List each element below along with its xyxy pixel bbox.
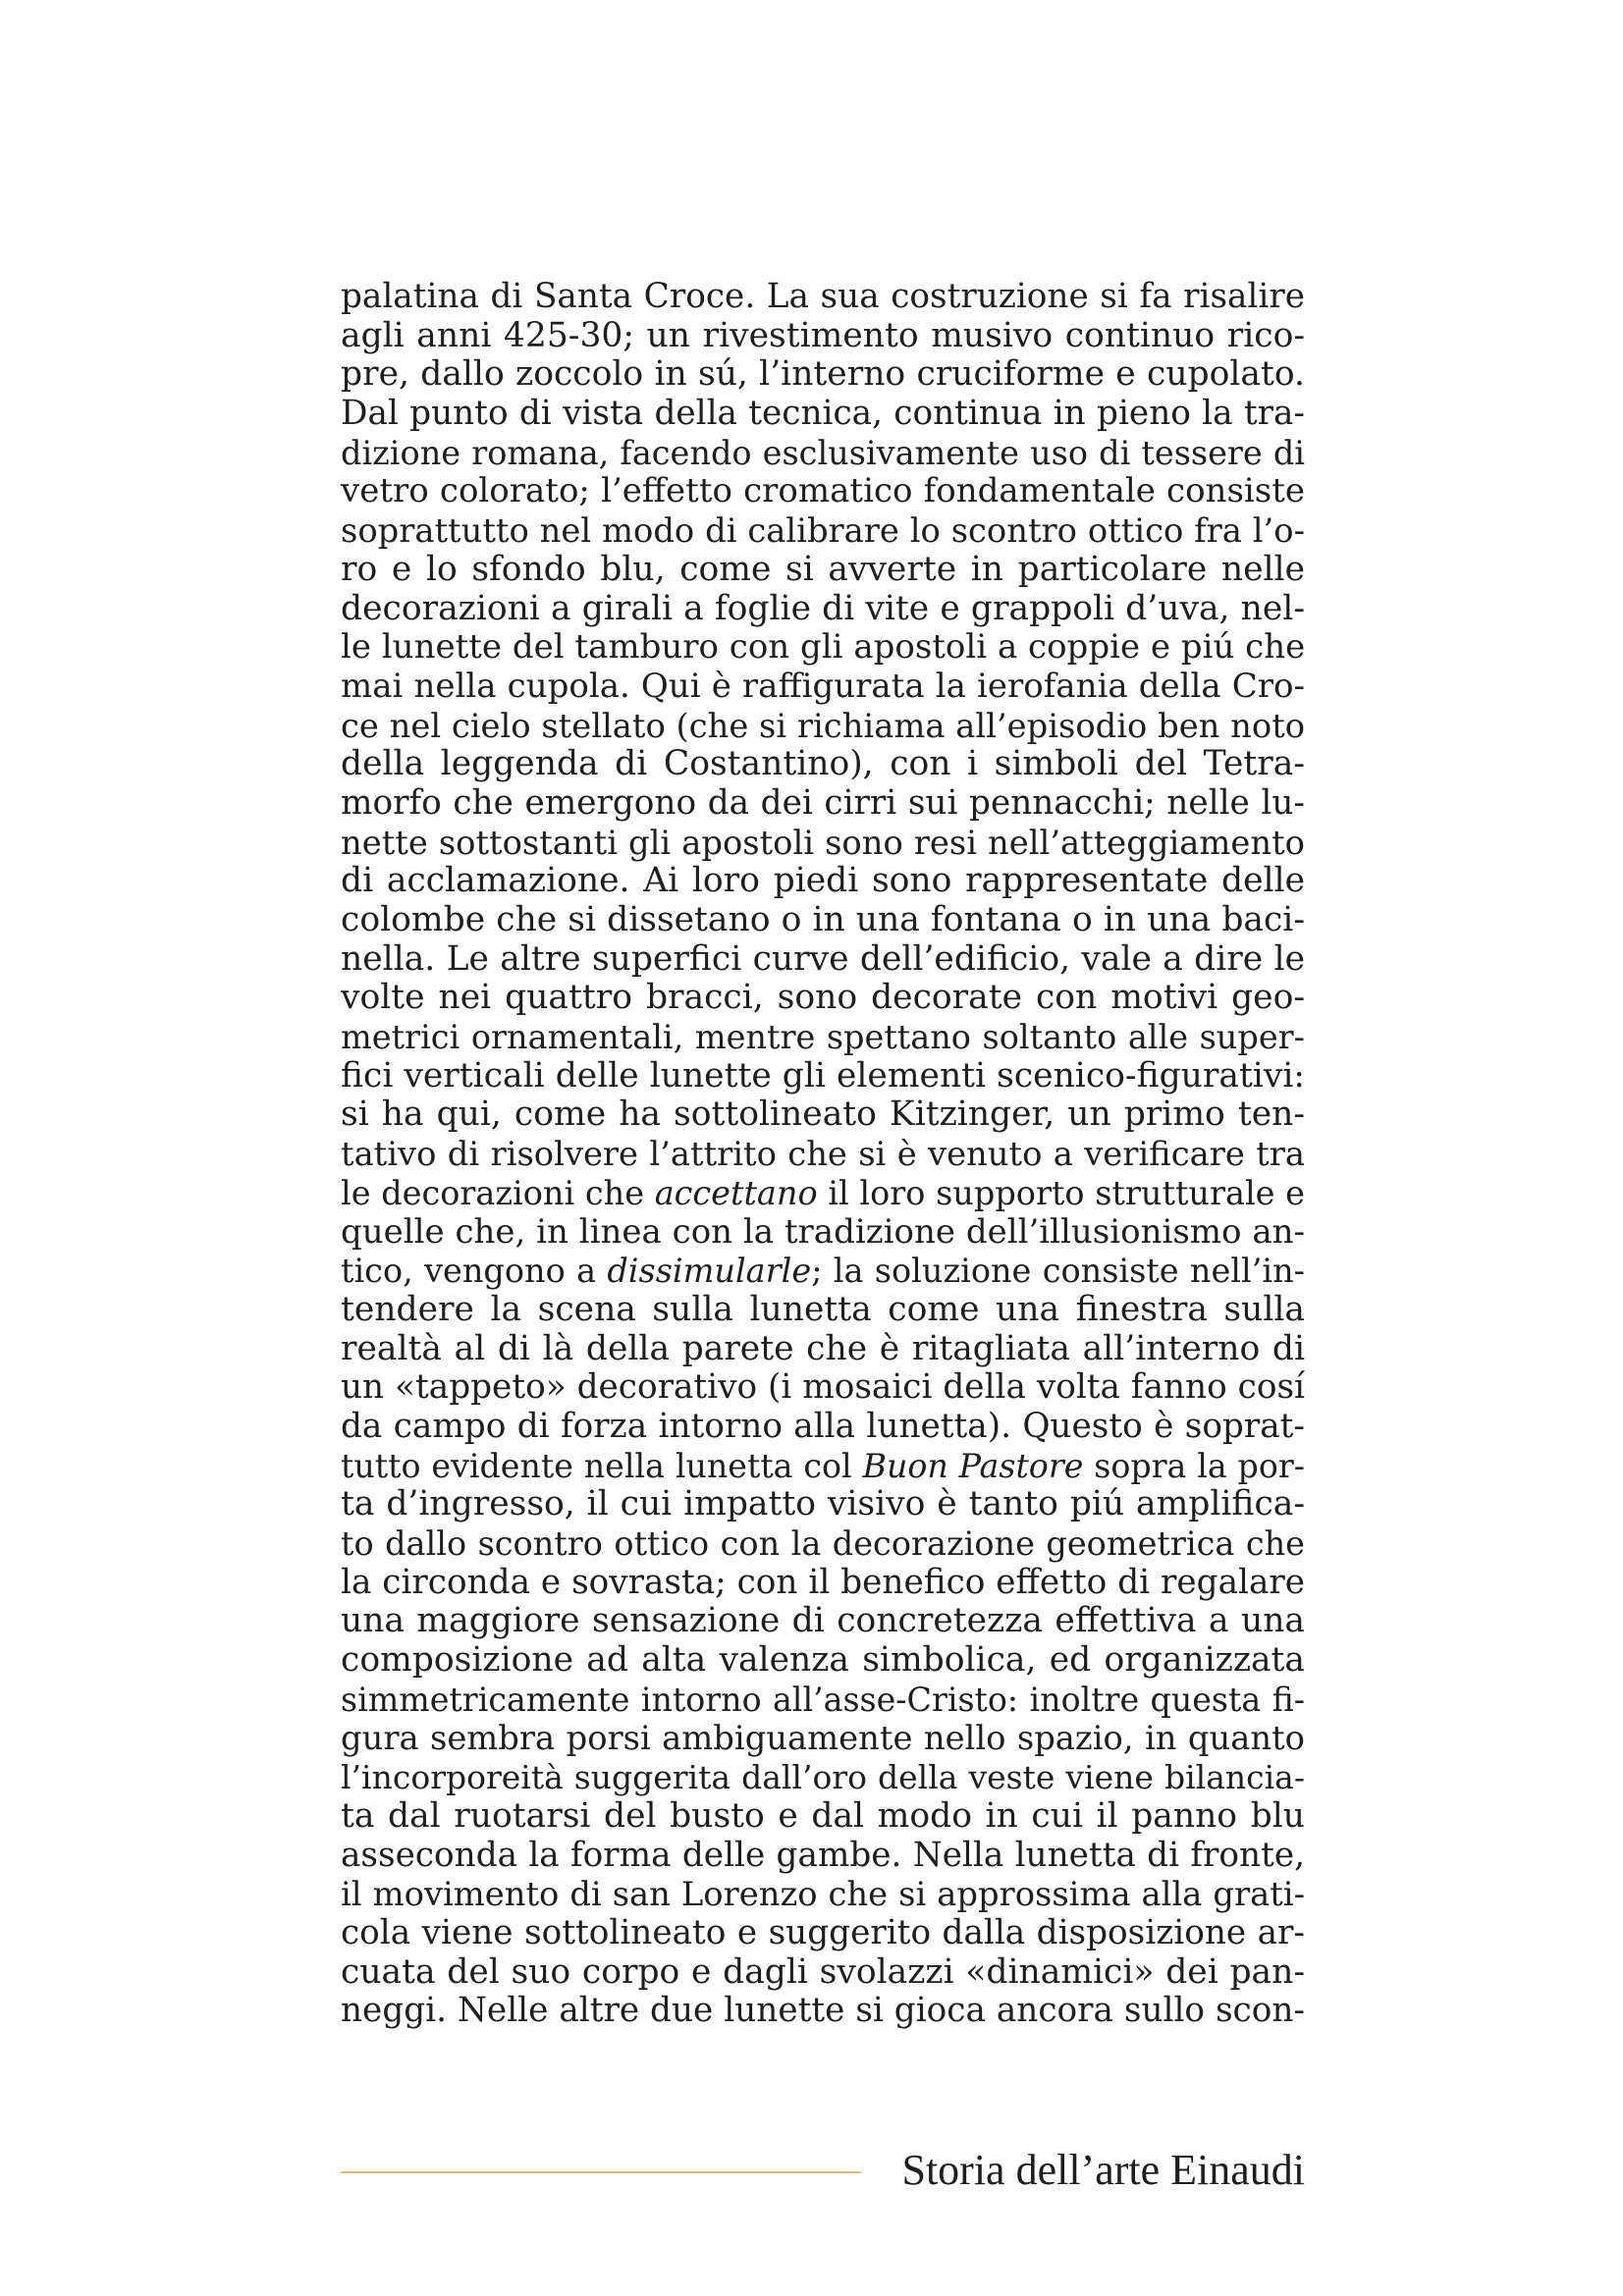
text-run: asseconda la forma delle gambe. Nella lunetta di fronte,	[341, 1836, 1305, 1875]
text-run: cola viene sottolineato e suggerito dalla disposizione ar-	[341, 1913, 1305, 1952]
text-run: si ha qui, come ha sottolineato Kitzinger, un primo ten-	[341, 1095, 1305, 1135]
text-run: ; la soluzione consiste nell’in-	[811, 1252, 1305, 1291]
text-line	[341, 979, 1305, 1018]
text-run: tutto evidente nella lunetta col	[341, 1446, 863, 1485]
text-run: cuata del suo corpo e dagli svolazzi «dinamici» dei pan-	[341, 1952, 1305, 1992]
text-line	[341, 551, 1305, 590]
text-line	[341, 1213, 1305, 1253]
text-run: fici verticali delle lunette gli elementi scenico-figurativi:	[341, 1056, 1305, 1095]
text-line	[341, 1719, 1305, 1758]
text-run: tico, vengono a	[341, 1252, 608, 1291]
text-line	[341, 667, 1305, 707]
text-line	[341, 434, 1305, 473]
text-run: il loro supporto strutturale e	[817, 1173, 1305, 1212]
text-run: soprattutto nel modo di calibrare lo scontro ottico fra l’o-	[341, 511, 1305, 551]
text-run: di acclamazione. Ai loro piedi sono rappresentate delle	[341, 862, 1305, 901]
text-line	[341, 707, 1305, 746]
text-line	[341, 355, 1305, 395]
text-line	[341, 1681, 1305, 1720]
text-run: tendere la scena sulla lunetta come una finestra sulla	[341, 1290, 1305, 1329]
text-line	[341, 1797, 1305, 1837]
text-run: simmetricamente intorno all’asse-Cristo: inoltre questa fi-	[341, 1680, 1305, 1719]
text-line	[341, 1174, 1305, 1213]
italic-term: Buon Pastore	[862, 1446, 1084, 1485]
text-run: volte nei quattro bracci, sono decorate con motivi geo-	[341, 979, 1305, 1018]
text-run: Dal punto di vista della tecnica, continua in pieno la tra-	[341, 395, 1305, 434]
text-run: il movimento di san Lorenzo che si approssima alla grati-	[341, 1875, 1305, 1914]
footer-title: Storia dell’arte Einaudi	[901, 2146, 1305, 2194]
text-line	[341, 1057, 1305, 1096]
text-run: metrici ornamentali, mentre spettano soltanto alle super-	[341, 1018, 1305, 1057]
text-line	[341, 1641, 1305, 1681]
text-line	[341, 590, 1305, 629]
text-run: l’incorporeità suggerita dall’oro della veste viene bilancia-	[341, 1758, 1305, 1797]
text-run: realtà al di là della parete che è ritagliata all’interno di	[341, 1329, 1305, 1368]
text-line	[341, 1875, 1305, 1914]
text-line	[341, 1914, 1305, 1953]
text-line	[341, 278, 1305, 317]
text-line	[341, 1992, 1305, 2031]
text-run: decorazioni a girali a foglie di vite e grappoli d’uva, nel-	[341, 589, 1305, 628]
text-line	[341, 1368, 1305, 1408]
text-run: dizione romana, facendo esclusivamente uso di tessere di	[341, 433, 1305, 472]
text-line	[341, 745, 1305, 784]
text-line	[341, 1252, 1305, 1291]
text-run: sopra la por-	[1083, 1446, 1305, 1485]
text-run: to dallo scontro ottico con la decorazione geometrica che	[341, 1524, 1305, 1563]
text-line	[341, 1095, 1305, 1135]
text-line	[341, 1837, 1305, 1876]
text-run: composizione ad alta valenza simbolica, ed organizzata	[341, 1641, 1305, 1681]
text-line	[341, 1524, 1305, 1564]
italic-term: accettano	[654, 1173, 818, 1212]
text-line	[341, 1564, 1305, 1603]
text-line	[341, 940, 1305, 980]
text-run: le decorazioni che	[341, 1173, 655, 1212]
text-line	[341, 1485, 1305, 1524]
text-run: agli anni 425-30; un rivestimento musivo continuo rico-	[341, 316, 1305, 355]
text-line	[341, 317, 1305, 356]
text-line	[341, 472, 1305, 511]
text-line	[341, 1953, 1305, 1993]
text-line	[341, 628, 1305, 667]
text-run: le lunette del tamburo con gli apostoli a coppie e piú che	[341, 628, 1305, 667]
text-run: neggi. Nelle altre due lunette si gioca ancora sullo scon-	[341, 1992, 1305, 2031]
text-run: mai nella cupola. Qui è raffigurata la ierofania della Cro-	[341, 667, 1305, 706]
text-run: quelle che, in linea con la tradizione dell’illusionismo an-	[341, 1212, 1305, 1252]
text-line	[341, 901, 1305, 940]
text-run: ro e lo sfondo blu, come si avverte in particolare nelle	[341, 550, 1305, 589]
text-run: gura sembra porsi ambiguamente nello spazio, in quanto	[341, 1719, 1305, 1758]
page-footer	[341, 2148, 1305, 2193]
text-run: un «tappeto» decorativo (i mosaici della volta fanno cosí	[341, 1368, 1305, 1408]
text-line	[341, 1408, 1305, 1447]
text-run: morfo che emergono da dei cirri sui pennacchi; nelle lu-	[341, 783, 1305, 823]
text-line	[341, 862, 1305, 901]
text-run: la circonda e sovrasta; con il benefico effetto di regalare	[341, 1563, 1305, 1602]
text-line	[341, 1291, 1305, 1330]
text-run: vetro colorato; l’effetto cromatico fondamentale consiste	[341, 472, 1305, 511]
text-line	[341, 511, 1305, 551]
text-run: colombe che si dissetano o in una fontana o in una baci-	[341, 901, 1305, 939]
text-run: nette sottostanti gli apostoli sono resi nell’atteggiamento	[341, 823, 1305, 862]
italic-term: dissimularle	[607, 1252, 812, 1291]
text-run: da campo di forza intorno alla lunetta). Questo è soprat-	[341, 1407, 1305, 1446]
text-run: una maggiore sensazione di concretezza effettiva a una	[341, 1602, 1305, 1641]
text-line	[341, 1018, 1305, 1057]
text-line	[341, 395, 1305, 434]
text-run: ce nel cielo stellato (che si richiama all’episodio ben noto	[341, 706, 1305, 745]
body-text	[341, 278, 1305, 2031]
text-line	[341, 1758, 1305, 1797]
text-line	[341, 1447, 1305, 1486]
footer-rule	[341, 2171, 861, 2173]
text-run: della leggenda di Costantino), con i simboli del Tetra-	[341, 745, 1305, 784]
text-line	[341, 824, 1305, 863]
text-run: ta d’ingresso, il cui impatto visivo è tanto piú amplifica-	[341, 1485, 1305, 1524]
text-run: nella. Le altre superfici curve dell’edificio, vale a dire le	[341, 939, 1305, 979]
text-run: palatina di Santa Croce. La sua costruzione si fa risalire	[341, 278, 1305, 316]
text-line	[341, 1330, 1305, 1369]
text-line	[341, 1135, 1305, 1174]
text-line	[341, 1602, 1305, 1641]
text-run: tativo di risolvere l’attrito che si è venuto a verificare tra	[341, 1135, 1305, 1174]
text-run: ta dal ruotarsi del busto e dal modo in cui il panno blu	[341, 1796, 1305, 1836]
text-run: pre, dallo zoccolo in sú, l’interno cruciforme e cupolato.	[341, 355, 1305, 395]
text-line	[341, 784, 1305, 824]
